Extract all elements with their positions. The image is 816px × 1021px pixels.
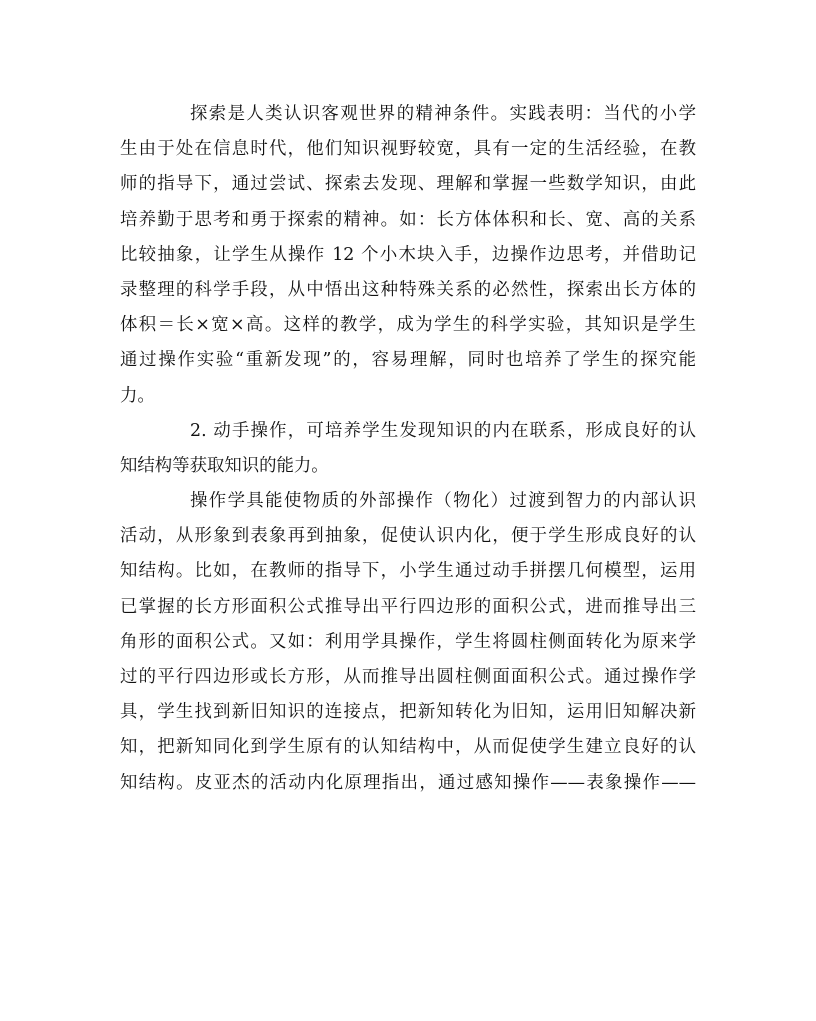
text-line: 知结构。比如，在教师的指导下，小学生通过动手拼摆几何模型，运用 (120, 561, 696, 582)
text-line: 2. 动手操作，可培养学生发现知识的内在联系，形成良好的认 (190, 420, 696, 441)
text-line: 已掌握的长方形面积公式推导出平行四边形的面积公式，进而推导出三 (120, 596, 696, 617)
text-line: 过的平行四边形或长方形，从而推导出圆柱侧面面积公式。通过操作学 (120, 667, 696, 687)
text-line: 知结构等获取知识的能力。 (120, 455, 329, 476)
text-line: 知结构。皮亚杰的活动内化原理指出，通过感知操作——表象操作—— (120, 772, 696, 793)
text-line: 活动，从形象到表象再到抽象，促使认识内化，便于学生形成良好的认 (120, 526, 696, 547)
text-line: 体积＝长×宽×高。这样的教学，成为学生的科学实验，其知识是学生 (120, 315, 696, 336)
text-line: 培养勤于思考和勇于探索的精神。如：长方体体积和长、宽、高的关系 (120, 209, 696, 230)
text-line: 比较抽象，让学生从操作 12 个小木块入手，边操作边思考，并借助记 (120, 244, 696, 265)
text-line: 探索是人类认识客观世界的精神条件。实践表明：当代的小学 (190, 104, 696, 124)
text-line: 角形的面积公式。又如：利用学具操作，学生将圆柱侧面转化为原来学 (120, 631, 696, 652)
text-line: 具，学生找到新旧知识的连接点，把新知转化为旧知，运用旧知解决新 (120, 702, 696, 723)
text-line: 通过操作实验“重新发现”的，容易理解，同时也培养了学生的探究能 (120, 350, 696, 371)
document-body (120, 97, 696, 801)
text-line: 操作学具能使物质的外部操作（物化）过渡到智力的内部认识 (190, 491, 696, 512)
text-line: 生由于处在信息时代，他们知识视野较宽，具有一定的生活经验，在教 (120, 139, 696, 160)
text-line: 知，把新知同化到学生原有的认知结构中，从而促使学生建立良好的认 (120, 737, 696, 758)
text-line: 师的指导下，通过尝试、探索去发现、理解和掌握一些数学知识，由此 (120, 174, 696, 195)
text-line: 录整理的科学手段，从中悟出这种特殊关系的必然性，探索出长方体的 (120, 279, 696, 300)
text-line: 力。 (120, 385, 155, 406)
